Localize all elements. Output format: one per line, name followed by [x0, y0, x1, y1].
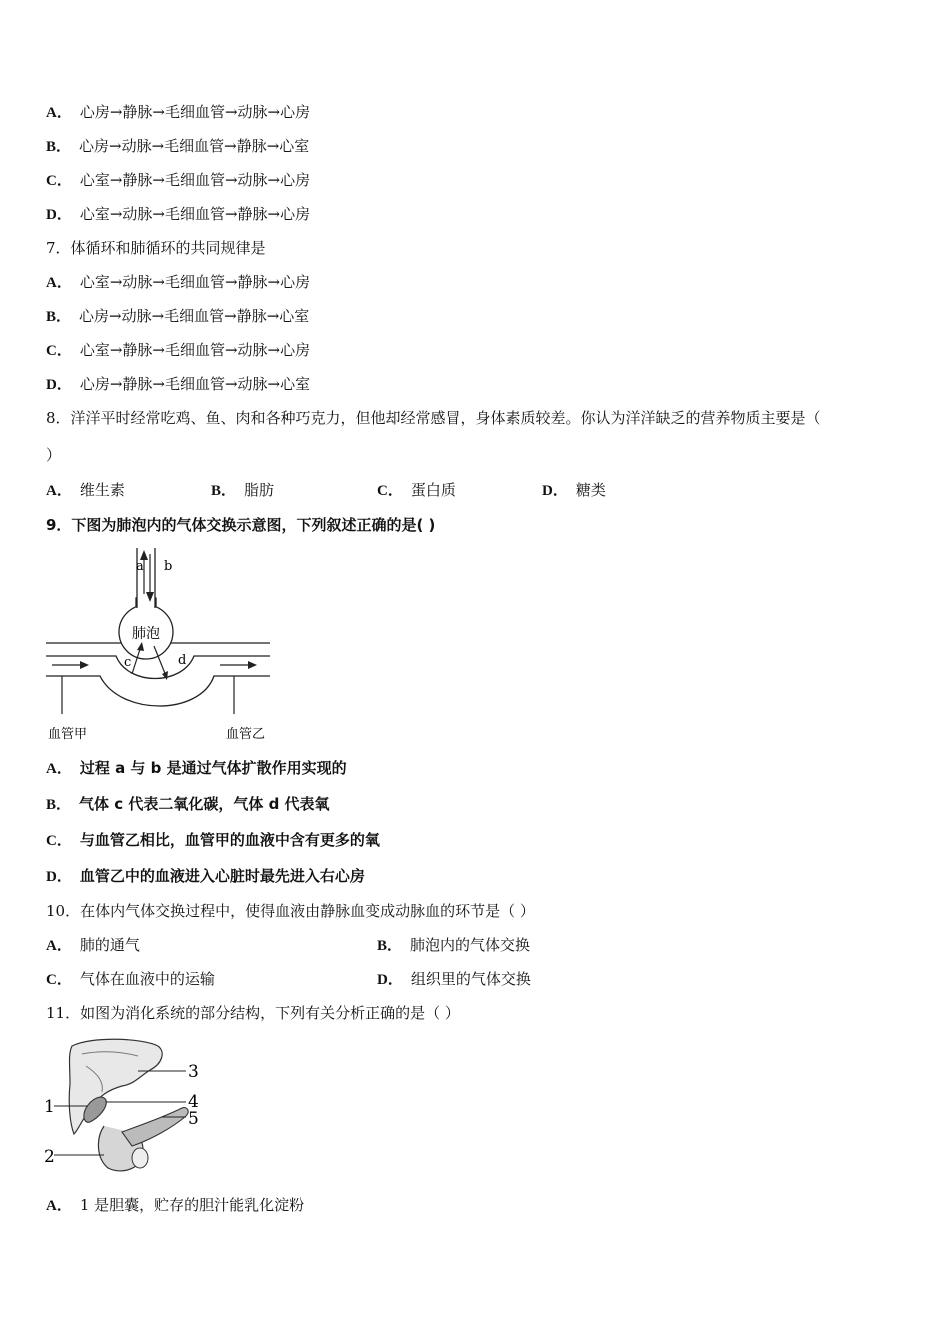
vessel-a-label: 血管甲 — [48, 727, 88, 742]
q9-option-a[interactable]: A． 过程 a 与 b 是通过气体扩散作用实现的 — [46, 759, 347, 777]
label-c: c — [124, 655, 132, 670]
vessel-lower-wall — [46, 676, 270, 706]
label-4: 4 — [188, 1092, 199, 1112]
q10-option-c[interactable]: C． 气体在血液中的运输 — [46, 970, 215, 988]
q9-stem: 9．下图为肺泡内的气体交换示意图，下列叙述正确的是( ) — [46, 516, 436, 534]
q10-stem: 10．在体内气体交换过程中，使得血液由静脉血变成动脉血的环节是（ ） — [46, 902, 535, 920]
q7-stem: 7．体循环和肺循环的共同规律是 — [46, 239, 266, 257]
label-a: a — [136, 559, 144, 574]
label-5: 5 — [188, 1109, 199, 1129]
q10-option-b[interactable]: B． 肺泡内的气体交换 — [377, 936, 531, 954]
q7-option-b[interactable]: B． 心房→动脉→毛细血管→静脉→心室 — [46, 307, 310, 325]
q8-option-a[interactable]: A． 维生素 — [46, 481, 125, 499]
q9-option-d[interactable]: D． 血管乙中的血液进入心脏时最先进入右心房 — [46, 867, 365, 885]
vessel-middle-wall — [46, 656, 270, 679]
q6-option-b[interactable]: B． 心房→动脉→毛细血管→静脉→心室 — [46, 137, 310, 155]
label-b: b — [164, 559, 173, 574]
q6-option-c[interactable]: C． 心室→静脉→毛细血管→动脉→心房 — [46, 171, 311, 189]
q8-option-b[interactable]: B． 脂肪 — [211, 481, 275, 499]
alveolus-gas-exchange-figure — [44, 546, 274, 746]
vessel-b-label: 血管乙 — [226, 727, 266, 742]
q11-option-a[interactable]: A． 1 是胆囊，贮存的胆汁能乳化淀粉 — [46, 1196, 305, 1214]
q6-option-a[interactable]: A． 心房→静脉→毛细血管→动脉→心房 — [46, 103, 311, 121]
q9-option-b[interactable]: B． 气体 c 代表二氧化碳，气体 d 代表氧 — [46, 795, 330, 813]
pancreas-shape — [122, 1108, 188, 1146]
label-3: 3 — [188, 1062, 199, 1082]
q10-option-d[interactable]: D． 组织里的气体交换 — [377, 970, 531, 988]
q7-option-a[interactable]: A． 心室→动脉→毛细血管→静脉→心房 — [46, 273, 311, 291]
alveolus-label: 肺泡 — [132, 626, 160, 642]
q11-stem: 11．如图为消化系统的部分结构，下列有关分析正确的是（ ） — [46, 1004, 460, 1022]
q7-option-c[interactable]: C． 心室→静脉→毛细血管→动脉→心房 — [46, 341, 311, 359]
label-d: d — [178, 653, 187, 668]
q8-option-c[interactable]: C． 蛋白质 — [377, 481, 456, 499]
q10-option-a[interactable]: A． 肺的通气 — [46, 936, 140, 954]
q8-option-d[interactable]: D． 糖类 — [542, 481, 606, 499]
q8-stem: 8．洋洋平时经常吃鸡、鱼、肉和各种巧克力，但他却经常感冒，身体素质较差。你认为洋洋缺乏的营养物质主要是（ — [46, 409, 821, 427]
q6-option-d[interactable]: D． 心室→动脉→毛细血管→静脉→心房 — [46, 205, 311, 223]
q7-option-d[interactable]: D． 心房→静脉→毛细血管→动脉→心室 — [46, 375, 311, 393]
q8-stem-end: ） — [46, 446, 62, 464]
digestive-system-figure — [42, 1034, 212, 1179]
q9-option-c[interactable]: C． 与血管乙相比，血管甲的血液中含有更多的氧 — [46, 831, 380, 849]
label-2: 2 — [44, 1147, 55, 1167]
label-1: 1 — [44, 1097, 55, 1117]
